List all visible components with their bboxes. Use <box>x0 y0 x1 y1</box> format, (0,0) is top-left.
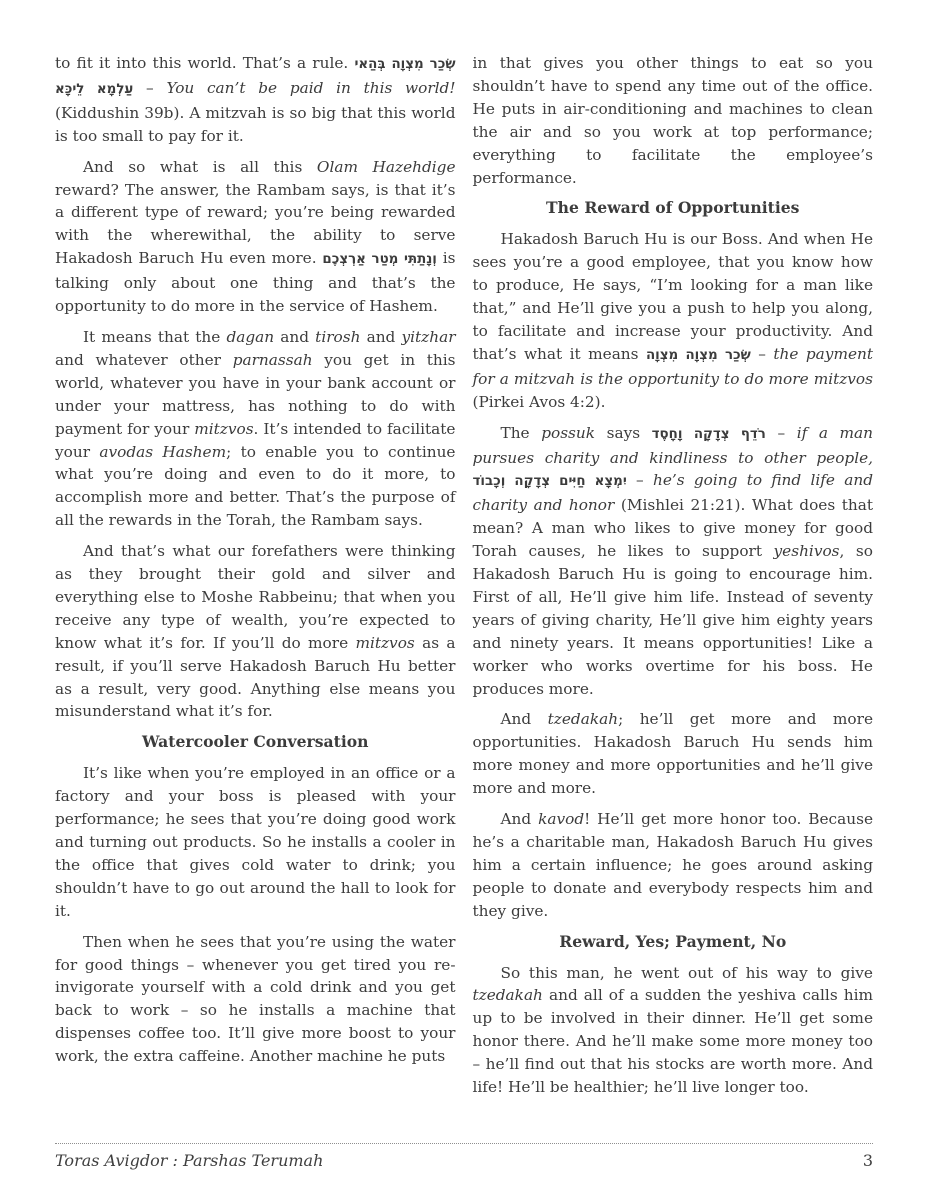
text-run: ; he’ll get more and more opportunities. Hakadosh Baruch Hu sends him more money and more opportunities and he’ll give more and more. <box>472 710 873 798</box>
text-run: The Reward of Opportunities <box>546 198 800 218</box>
text-run: And <box>500 810 539 829</box>
text-run: ; to enable you to continue what you’re doing and even to do it more, to accomplish more and better. That’s the purpose of all the rewards in the Torah, the Rambam says. <box>55 442 456 530</box>
italic-text-run: Olam Hazehdige <box>316 157 456 176</box>
text-run: And <box>500 710 548 729</box>
paragraph <box>55 931 456 1068</box>
text-run: to fit it into this world. That’s a rule. <box>55 54 355 72</box>
text-run: says <box>595 423 652 442</box>
text-run: . It’s intended to facilitate your <box>55 419 456 461</box>
italic-text-run: avodas Hashem <box>99 442 227 461</box>
italic-text-run: if a man pursues charity and kindliness to other people, <box>472 423 873 467</box>
page-number: 3 <box>862 1151 873 1170</box>
text-run: – <box>133 78 167 97</box>
text-run: is talking only about one thing and that’s the opportunity to do more in the service of Hashem. <box>55 249 456 316</box>
italic-text-run: parnassah <box>232 350 313 369</box>
section-heading <box>473 931 874 954</box>
italic-text-run: kavod <box>538 810 585 829</box>
text-run: in that gives you other things to eat so you shouldn’t have to spend any time out of the office. He puts in air-conditioning and machines to clean the air and so you work at top performance; everything to facilitate the employee’s performance. <box>472 54 873 187</box>
paragraph <box>473 52 874 189</box>
text-run: And so what is all this <box>83 157 317 176</box>
text-run: And that’s what our forefathers were thinking as they brought their gold and silver and everything else to Moshe Rabbeinu; that when you receive any type of wealth, you’re expected to know what it’s for. If you’ll do more <box>55 542 456 652</box>
text-run: Reward, Yes; Payment, No <box>559 931 787 951</box>
paragraph <box>473 708 874 800</box>
text-run: – <box>765 423 797 442</box>
text-run: and <box>274 327 316 346</box>
right-column <box>473 52 874 1124</box>
section-heading <box>55 731 456 754</box>
paragraph <box>55 540 456 723</box>
text-run: reward? The answer, the Rambam says, is that it’s a different type of reward; you’re being rewarded with the wherewithal, the ability to serve Hakadosh Baruch Hu even more. <box>55 180 456 268</box>
text-run: It means that the <box>83 327 227 346</box>
paragraph <box>55 326 456 532</box>
text-run: (Mishlei 21:21). What does that mean? A man who likes to give money for good Torah causes, he likes to support <box>472 496 873 561</box>
text-run: ! He’ll get more honor too. Because he’s a charitable man, Hakadosh Baruch Hu gives him a certain influence; he goes around asking people to donate and everybody respects him and they give. <box>472 810 873 920</box>
italic-text-run: mitzvos <box>194 419 254 438</box>
text-run: It’s like when you’re employed in an office or a factory and your boss is pleased with your performance; he sees that you’re doing good work and turning out products. So he installs a cooler in the office that gives cold water to drink; you shouldn’t have to go out around the hall to look for it. <box>55 764 456 920</box>
italic-text-run: tzedakah <box>547 710 619 729</box>
text-run: and whatever other <box>55 350 233 369</box>
text-run: you get in this world, whatever you have in your bank account or under your mattress, has nothing to do with payment for your <box>55 350 456 438</box>
hebrew-phrase: שְׂכַר מִצְוָה מִצְוָה <box>645 347 751 363</box>
paragraph <box>55 156 456 318</box>
paragraph <box>473 228 874 413</box>
text-run: The <box>500 423 542 442</box>
text-run: – <box>750 344 774 363</box>
text-run: (Kiddushin 39b). A mitzvah is so big that this world is too small to pay for it. <box>55 103 456 145</box>
italic-text-run: yitzhar <box>401 327 456 346</box>
page-footer <box>55 1143 873 1170</box>
paragraph <box>473 422 874 701</box>
italic-text-run: mitzvos <box>355 633 415 652</box>
text-run: , so Hakadosh Baruch Hu is going to encourage him. First of all, He’ll give him life. Instead of seventy years of giving charity, He’ll give him eighty years and ninety years. It means opportunities! Like a worker who works overtime for his boss. He produces more. <box>472 542 873 698</box>
text-run: Watercooler Conversation <box>142 732 369 752</box>
section-heading <box>473 197 874 220</box>
italic-text-run: yeshivos <box>773 542 840 561</box>
footer-publication-title: Toras Avigdor : Parshas Terumah <box>55 1151 324 1170</box>
paragraph <box>473 808 874 923</box>
text-run: Hakadosh Baruch Hu is our Boss. And when He sees you’re a good employee, that you know how to produce, He says, “I’m looking for a man like that,” and He’ll give you a push to help you along, to facilitate and increase your productivity. And that’s what it means <box>472 230 873 363</box>
italic-text-run: You can’t be paid in this world! <box>166 78 456 97</box>
text-run: Then when he sees that you’re using the water for good things – whenever you get tired you re-invigorate yourself with a cold drink and you get back to work – so he installs a machine that dispenses coffee too. It’ll give more boost to your work, the extra caffeine. Another machine he puts <box>55 932 456 1066</box>
text-run: (Pirkei Avos 4:2). <box>472 392 606 411</box>
text-run: and all of a sudden the yeshiva calls him up to be involved in their dinner. He’ll get some honor there. And he’ll make some more money too – he’ll find out that his stocks are worth more. And life! He’ll be healthier; he’ll live longer too. <box>472 986 873 1097</box>
italic-text-run: dagan <box>226 327 275 346</box>
italic-text-run: tirosh <box>315 327 361 346</box>
italic-text-run: the payment for a mitzvah is the opportunity to do more mitzvos <box>472 344 873 388</box>
paragraph <box>55 762 456 922</box>
hebrew-phrase: שְׂכַר מִצְוָה בְּהַאי עַלְמָא לֵיכָּא <box>55 57 456 97</box>
text-run: and <box>360 327 402 346</box>
paragraph <box>55 52 456 148</box>
text-run: as a result, if you’ll serve Hakadosh Baruch Hu better as a result, very good. Anything else means you misunderstand what it’s for. <box>55 633 456 721</box>
text-run: – <box>626 471 653 490</box>
paragraph <box>473 962 874 1099</box>
hebrew-phrase: רֹדֵף צְדָקָה וָחָסֶד <box>651 426 766 442</box>
italic-text-run: he’s going to find life and charity and honor <box>472 471 873 515</box>
two-column-text-area <box>55 52 873 1124</box>
hebrew-phrase: וְנָתַתִּי מְטַר אַרְצְכֶם <box>322 252 437 268</box>
hebrew-phrase: יִמְצָא חַיִּים צְדָקָה וְכָבוֹד <box>472 474 627 490</box>
italic-text-run: possuk <box>541 423 596 442</box>
left-column <box>55 52 456 1124</box>
italic-text-run: tzedakah <box>472 986 543 1005</box>
text-run: So this man, he went out of his way to give <box>500 963 873 982</box>
